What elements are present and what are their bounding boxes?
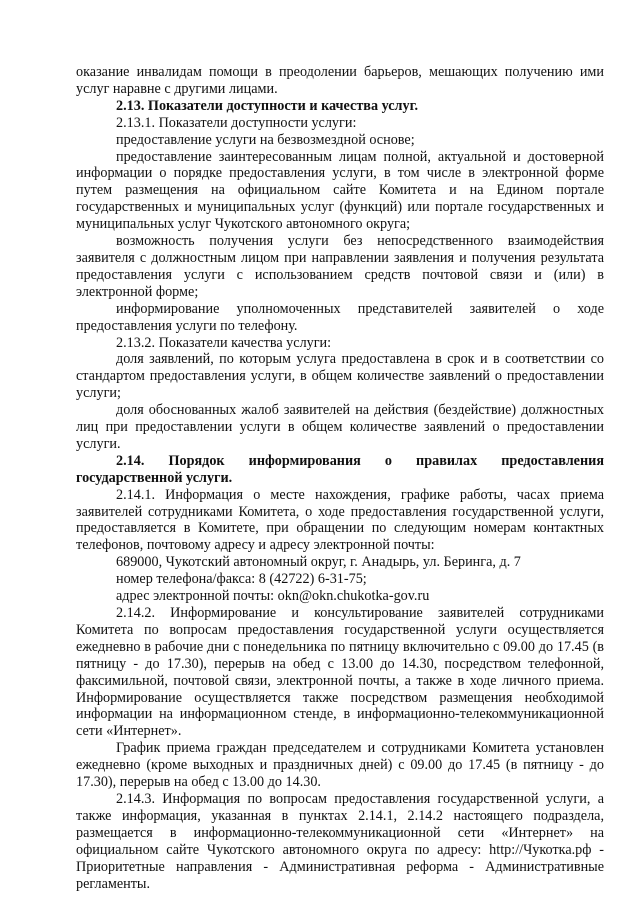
paragraph-2-13-1: 2.13.1. Показатели доступности услуги: — [116, 114, 357, 131]
postal-address: 689000, Чукотский автономный округ, г. Анадырь, ул. Беринга, д. 7 — [116, 554, 521, 571]
paragraph-reception-schedule: График приема граждан председателем и сотрудниками Комитета установлен ежедневно (кроме выходных и праздничных дней) с 09.00 до 17.45 (в пятницу - до 17.30), перерыв на обед с 13.00 до 14.30. — [76, 740, 604, 791]
paragraph-info-provision: предоставление заинтересованным лицам полной, актуальной и достоверной информации о порядке предоставления услуги, в том числе в электронной форме путем размещения на официальном сайте Комитета и на Едином портале государственных и муниципальных услуг (функций) или портале государственных и муниципальных услуг Чукотского автономного округа; — [76, 148, 604, 233]
paragraph-2-13-2: 2.13.2. Показатели качества услуги: — [116, 334, 332, 351]
paragraph-phone-informing: информирование уполномоченных представителей заявителей о ходе предоставления услуги по телефону. — [76, 300, 604, 334]
document-page — [76, 64, 604, 892]
paragraph-complaints-share: доля обоснованных жалоб заявителей на действия (бездействие) должностных лиц при предоставлении услуги в общем количестве заявлений о предоставлении услуги. — [76, 402, 604, 452]
paragraph-on-time-share: доля заявлений, по которым услуга предоставлена в срок и в соответствии со стандартом предоставления услуги, в общем количестве заявлений о предоставлении услуги; — [76, 351, 604, 402]
paragraph-remote-service: возможность получения услуги без непосредственного взаимодействия заявителя с должностным лицом при направлении заявления и получения результата предоставления услуги с использованием средств почтовой связи и (или) в электронной форме; — [76, 233, 604, 300]
phone-fax: номер телефона/факса: 8 (42722) 6-31-75; — [116, 571, 367, 588]
paragraph-free-service: предоставление услуги на безвозмездной основе; — [116, 131, 415, 148]
paragraph-disabled-assistance: оказание инвалидам помощи в преодолении барьеров, мешающих получению ими услуг наравне с другими лицами. — [76, 64, 604, 97]
email-address: адрес электронной почты: okn@okn.chukotka-gov.ru — [116, 588, 430, 605]
heading-2-13: 2.13. Показатели доступности и качества услуг. — [116, 97, 418, 114]
paragraph-2-14-1: 2.14.1. Информация о месте нахождения, графике работы, часах приема заявителей сотрудниками Комитета, о ходе предоставления государственной услуги, предоставляется в Комитете, при обращении по следующим номерам контактных телефонов, почтовому адресу и адресу электронной почты: — [76, 486, 604, 554]
paragraph-2-14-2: 2.14.2. Информирование и консультирование заявителей сотрудниками Комитета по вопросам предоставления государственной услуги осуществляется ежедневно в рабочие дни с понедельника по пятницу включительно с 09.00 до 17.45 (в пятницу - до 17.30), перерыв на обед с 13.00 до 14.30, посредством телефонной, факсимильной, почтовой связи, электронной почты, а также в ходе личного приема. Информирование осуществляется также посредством размещения необходимой информации на информационном стенде, в информационно-телекоммуникационной сети «Интернет». — [76, 605, 604, 740]
heading-2-14: 2.14. Порядок информирования о правилах предоставления государственной услуги. — [76, 452, 604, 486]
paragraph-2-14-3: 2.14.3. Информация по вопросам предоставления государственной услуги, а также информация, указанная в пунктах 2.14.1, 2.14.2 настоящего подраздела, размещается в информационно-телекоммуникационной сети «Интернет» на официальном сайте Чукотского автономного округа по адресу: http://Чукотка.рф - Приоритетные направления - Административная реформа - Административные регламенты. — [76, 790, 604, 892]
